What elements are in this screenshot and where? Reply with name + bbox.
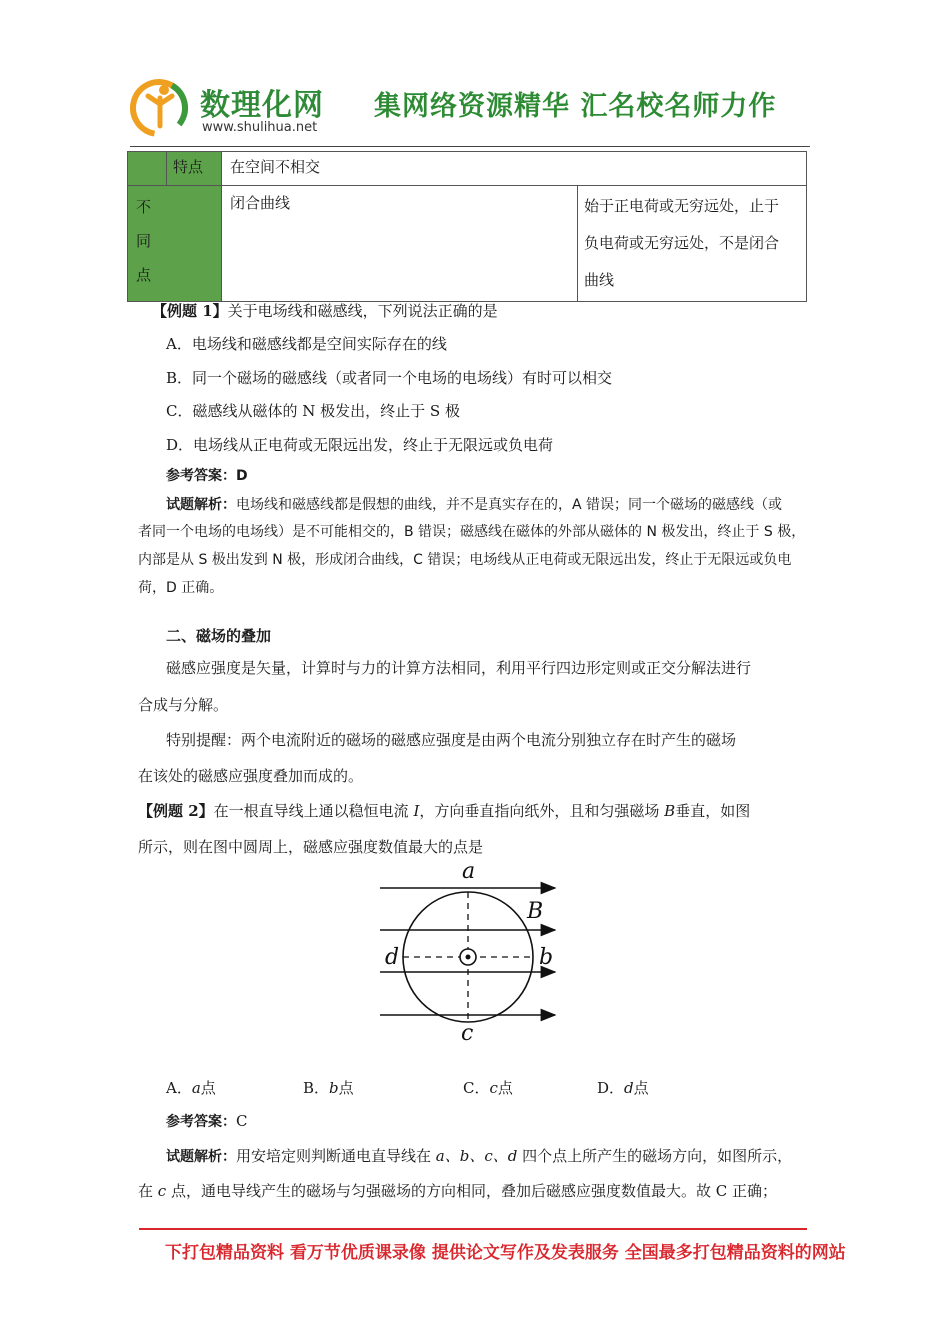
q-var-I: I xyxy=(413,802,420,820)
electric-line-2: 负电荷或无穷远处，不是闭合 xyxy=(584,234,780,252)
table-cell-common xyxy=(222,152,807,186)
section2-para2-line2: 在该处的磁感应强度叠加而成的。 xyxy=(138,767,364,785)
wire-dot xyxy=(466,955,471,960)
side-char: 点 xyxy=(136,266,152,284)
point-label-a: a xyxy=(462,859,476,884)
side-char: 同 xyxy=(136,232,152,250)
example1-option-a: A．电场线和磁感线都是空间实际存在的线 xyxy=(166,335,447,353)
example2-option-d: D．d点 xyxy=(597,1079,649,1097)
side-label-text xyxy=(128,186,164,296)
header-divider xyxy=(130,146,810,147)
example2-tag: 【例题 2】 xyxy=(138,802,214,820)
example2-analysis-line-2: 在 c 点，通电导线产生的磁场与匀强磁场的方向相同，叠加后磁感应强度数值最大。故 C 正确； xyxy=(138,1182,777,1200)
example2-question-line2: 所示，则在图中圆周上，磁感应强度数值最大的点是 xyxy=(138,838,484,856)
table-row-label xyxy=(167,152,222,186)
comparison-table xyxy=(127,151,807,302)
analysis-label: 试题解析： xyxy=(166,1149,236,1165)
electric-line-3: 曲线 xyxy=(584,271,615,289)
table-cell-electric xyxy=(578,186,807,302)
point-label-d: d xyxy=(385,945,400,970)
side-char: 不 xyxy=(136,198,152,216)
answer-value: D xyxy=(236,468,248,484)
point-label-b: b xyxy=(539,945,554,970)
magnetic-field-figure xyxy=(375,858,575,1046)
site-slogan: 集网络资源精华 汇名校名师力作 xyxy=(374,91,777,122)
electric-line-text xyxy=(578,186,806,301)
section2-para2-line1: 特别提醒：两个电流附近的磁场的磁感应强度是由两个电流分别独立存在时产生的磁场 xyxy=(166,731,737,749)
example1-option-d: D．电场线从正电荷或无限远出发，终止于无限远或负电荷 xyxy=(166,436,554,454)
example1-option-b: B．同一个磁场的磁感线（或者同一个电场的电场线）有时可以相交 xyxy=(166,369,613,387)
answer-label: 参考答案： xyxy=(166,468,236,484)
example1-analysis-line-2: 者同一个电场的电场线）是不可能相交的，B 错误；磁感线在磁体的外部从磁体的 N 极发出，终止于 S 极， xyxy=(138,524,806,540)
answer-label: 参考答案： xyxy=(166,1114,236,1130)
table-side-label xyxy=(128,186,222,302)
example1-tag: 【例题 1】 xyxy=(152,302,228,320)
example2-answer xyxy=(166,1111,247,1131)
example1-answer xyxy=(166,465,248,485)
table-cell-magnetic xyxy=(222,186,578,302)
example2-analysis-line-1: 试题解析：用安培定则判断通电直导线在 a、b、c、d 四个点上所产生的磁场方向，如图所示， xyxy=(166,1147,793,1165)
table-corner-cell xyxy=(128,152,167,186)
section2-para1-line2: 合成与分解。 xyxy=(138,696,229,714)
example1-analysis-line-3: 内部是从 S 极出发到 N 极，形成闭合曲线，C 错误；电场线从正电荷或无限远出发，终止于无限远或负电 xyxy=(138,552,792,568)
section2-para1-line1: 磁感应强度是矢量，计算时与力的计算方法相同，利用平行四边形定则或正交分解法进行 xyxy=(166,659,752,677)
example1-analysis-line-1 xyxy=(166,494,782,514)
page-header xyxy=(130,64,810,150)
analysis-label: 试题解析： xyxy=(166,497,236,513)
q-text: 在一根直导线上通以稳恒电流 xyxy=(213,802,414,820)
q-text: ，方向垂直指向纸外，且和匀强磁场 xyxy=(419,802,665,820)
example2-option-a: A．a点 xyxy=(166,1079,216,1097)
example1-question xyxy=(152,300,498,321)
q-var-B: B xyxy=(664,802,676,820)
q-text: 垂直，如图 xyxy=(675,802,751,820)
site-logo-icon xyxy=(130,76,188,138)
common-feature-text: 在空间不相交 xyxy=(230,158,321,176)
electric-line-1: 始于正电荷或无穷远处，止于 xyxy=(584,197,780,215)
point-label-c: c xyxy=(461,1021,474,1046)
example2-option-c: C．c点 xyxy=(463,1079,513,1097)
magnetic-line-text: 闭合曲线 xyxy=(230,194,291,212)
example2-option-b: B．b点 xyxy=(303,1079,354,1097)
example1-option-c: C．磁感线从磁体的 N 极发出，终止于 S 极 xyxy=(166,402,460,420)
site-url[interactable]: www.shulihua.net xyxy=(202,120,318,135)
footer-banner[interactable]: 下打包精品资料 看万节优质课录像 提供论文写作及发表服务 全国最多打包精品资料的网站 xyxy=(165,1243,846,1263)
section-heading: 二、磁场的叠加 xyxy=(166,627,272,645)
row-label-text: 特点 xyxy=(173,158,204,176)
example1-question-text: 关于电场线和磁感线，下列说法正确的是 xyxy=(227,302,498,320)
analysis-text: 电场线和磁感线都是假想的曲线，并不是真实存在的，A 错误；同一个磁场的磁感线（或 xyxy=(236,497,783,513)
example1-analysis-line-4: 荷，D 正确。 xyxy=(138,580,224,596)
example2-question-line1 xyxy=(138,800,750,821)
answer-value: C xyxy=(236,1112,248,1130)
field-label-B: B xyxy=(527,899,544,924)
footer-divider xyxy=(139,1228,807,1230)
site-name: 数理化网 xyxy=(200,88,324,123)
